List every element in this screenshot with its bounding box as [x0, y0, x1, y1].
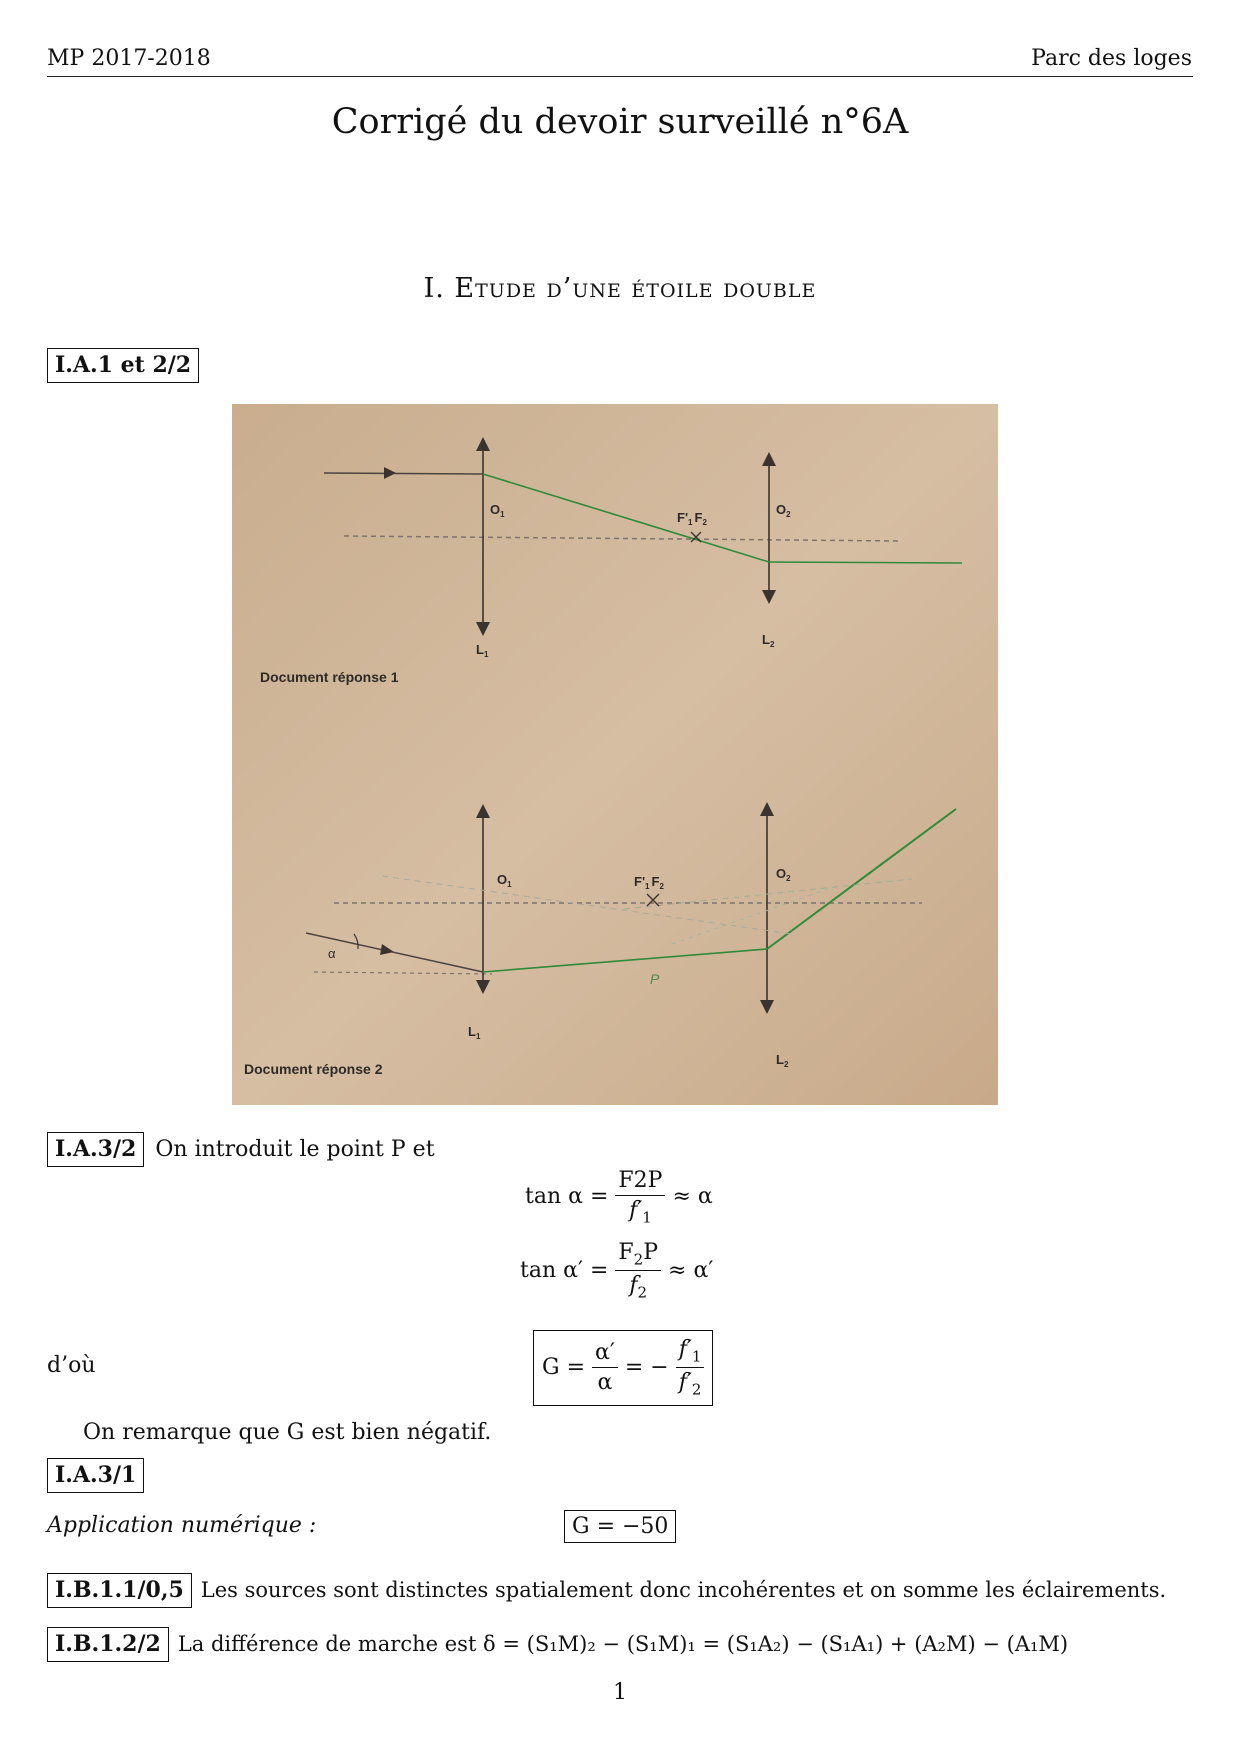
- document-label-2: Document réponse 2: [244, 1061, 383, 1077]
- equation-tan-alpha-prime: [520, 1240, 920, 1302]
- question-label: I.A.3/1: [47, 1458, 144, 1493]
- numerator: F2P: [615, 1168, 665, 1196]
- question-ib12: [47, 1626, 1068, 1663]
- question-ia31: [47, 1458, 144, 1494]
- question-label: I.A.1 et 2/2: [47, 348, 199, 383]
- focal-label-doc1: $F'_1$ $F_2$: [677, 510, 707, 527]
- lens-name-L1-doc1: $L_1$: [476, 642, 489, 659]
- page-title: Corrigé du devoir surveillé n°6A: [331, 102, 909, 142]
- lens-name-L2-doc2: $L_2$: [776, 1052, 789, 1069]
- question-text: On introduit le point P et: [155, 1137, 435, 1162]
- fraction: $\frac{f'_1}{f'_2}$: [676, 1337, 705, 1399]
- eq-lhs: tan α =: [525, 1184, 609, 1210]
- dou-text: d’où: [47, 1353, 96, 1378]
- question-label: I.B.1.1/0,5: [47, 1573, 192, 1608]
- angle-label: α: [328, 946, 336, 961]
- lens-center-O1-doc2: $O_1$: [497, 872, 512, 889]
- question-ia32: [47, 1132, 435, 1168]
- focal-label-doc2: $F'_1$ $F_2$: [634, 874, 664, 891]
- point-P-label: P: [650, 971, 660, 987]
- incident-ray-1: [324, 473, 483, 474]
- header-rule: [47, 76, 1193, 77]
- lens-center-O2-doc2: $O_2$: [776, 866, 791, 883]
- denominator: $f_2$: [629, 1273, 648, 1302]
- eq-rhs: ≈ α: [672, 1184, 713, 1210]
- boxed-result: G = −50: [564, 1510, 676, 1543]
- eq-rhs: ≈ α′: [668, 1257, 714, 1283]
- header-right: Parc des loges: [1031, 46, 1192, 71]
- photo-background: [232, 404, 998, 1105]
- traced-ray-2: [769, 562, 962, 563]
- fraction: [615, 1168, 665, 1226]
- lens-center-O2-doc1: $O_2$: [776, 502, 791, 519]
- lens-name-L1-doc2: $L_1$: [468, 1024, 481, 1041]
- lens-center-O1-doc1: $O_1$: [490, 502, 505, 519]
- eq-lhs: tan α′ =: [520, 1257, 609, 1283]
- fraction: $\frac{\alpha'}{\alpha}$: [592, 1340, 618, 1395]
- remark-text: On remarque que G est bien négatif.: [83, 1420, 492, 1445]
- question-label: I.B.1.2/2: [47, 1627, 169, 1662]
- fraction: [615, 1240, 661, 1302]
- equation-tan-alpha: [525, 1168, 925, 1226]
- boxed-result: G = $\frac{\alpha'}{\alpha}$ = − $\frac{f'_1}{f'_2}$: [533, 1330, 713, 1406]
- section-title: I. Etude d’une étoile double: [423, 273, 817, 304]
- equation-G-boxed: [533, 1330, 713, 1406]
- question-ia12: [47, 348, 199, 383]
- question-text: La différence de marche est δ = (S₁M)₂ − (S₁M)₁ = (S₁A₂) − (S₁A₁) + (A₂M) − (A₁M): [177, 1632, 1069, 1656]
- numerator: $F_2P$: [615, 1240, 661, 1271]
- page-number: 1: [613, 1680, 627, 1705]
- lens-name-L2-doc1: $L_2$: [762, 632, 775, 649]
- question-ib11: [47, 1572, 1166, 1609]
- question-label: I.A.3/2: [47, 1132, 144, 1167]
- denominator: $f'_1$: [629, 1198, 652, 1227]
- application-text: Application numérique :: [47, 1513, 317, 1538]
- document-label-1: Document réponse 1: [260, 669, 399, 685]
- answer-document-photo: [232, 404, 998, 1105]
- header-left: MP 2017-2018: [47, 46, 211, 71]
- question-text: Les sources sont distinctes spatialement donc incohérentes et on somme les éclairements.: [200, 1578, 1167, 1602]
- result-G: [564, 1510, 676, 1543]
